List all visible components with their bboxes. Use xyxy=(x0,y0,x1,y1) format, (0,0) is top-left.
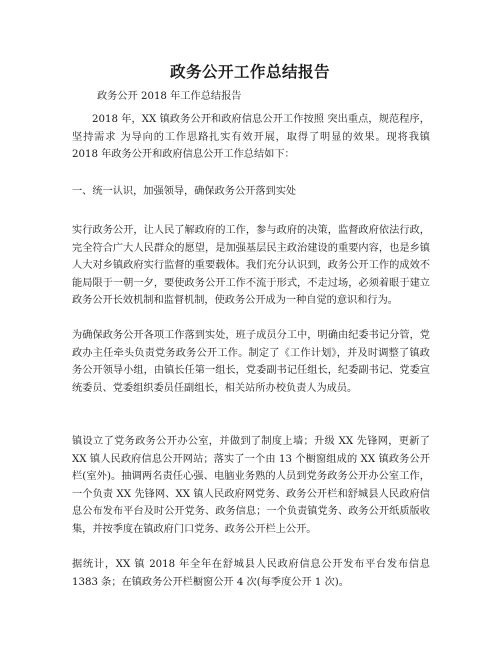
paragraph-body-3: 镇设立了党务政务公开办公室，并做到了制度上墙；升级 XX 先锋网，更新了 XX 镇人民政府信息公开网站；落实了一个由 13 个橱窗组成的 XX 镇政务公开栏(室外)。抽调两名责任心强、电脑业务熟的人员到党务政务公开办公室工作，一个负责 XX 先锋网、XX 镇人民政府网党务、政务公开栏和舒城县人民政府信息公布发布平台及时公开党务、政务信息；一个负责镇党务、政务公开纸质版收集，并按季度在镇政府门口党务、政务公开栏上公开。 xyxy=(72,436,430,535)
paragraph-body-1: 实行政务公开，让人民了解政府的工作，参与政府的决策，监督政府依法行政，完全符合广大人民群众的愿望，是加强基层民主政治建设的重要内容，也是乡镇人大对乡镇政府实行监督的重要载体。我们充分认识到，政务公开工作的成效不能局限于一朝一夕，要使政务公开工作不流于形式，不走过场，必须着眼于建立政务公开长效机制和监督机制，使政务公开成为一种自觉的意识和行为。 xyxy=(72,225,430,307)
section-heading-1: 一、统一认识，加强领导，确保政务公开落到实处 xyxy=(72,186,297,197)
paragraph-intro: 2018 年，XX 镇政务公开和政府信息公开工作按照 突出重点，规范程序，坚持需求 为导向的工作思路扎实有效开展，取得了明显的效果。现将我镇 2018 年政务公开和政府信息公开工作总结如下： xyxy=(72,114,430,161)
paragraph-body-4: 据统计，XX 镇 2018 年全年在舒城县人民政府信息公开发布平台发布信息 1383 条；在镇政务公开栏橱窗公开 4 次(每季度公开 1 次)。 xyxy=(72,559,430,588)
document-subtitle: 政务公开 2018 年工作总结报告 xyxy=(97,91,242,102)
paragraph-body-2: 为确保政务公开各项工作落到实处，班子成员分工中，明确由纪委书记分管，党政办主任牵头负责党务政务公开工作。制定了《工作计划》，并及时调整了镇政务公开领导小组，由镇长任第一组长，党委副书记任组长，纪委副书记、党委宣统委员、党委组织委员任副组长，相关站所办校负责人为成员。 xyxy=(72,330,430,394)
document-title: 政务公开工作总结报告 xyxy=(169,62,330,81)
